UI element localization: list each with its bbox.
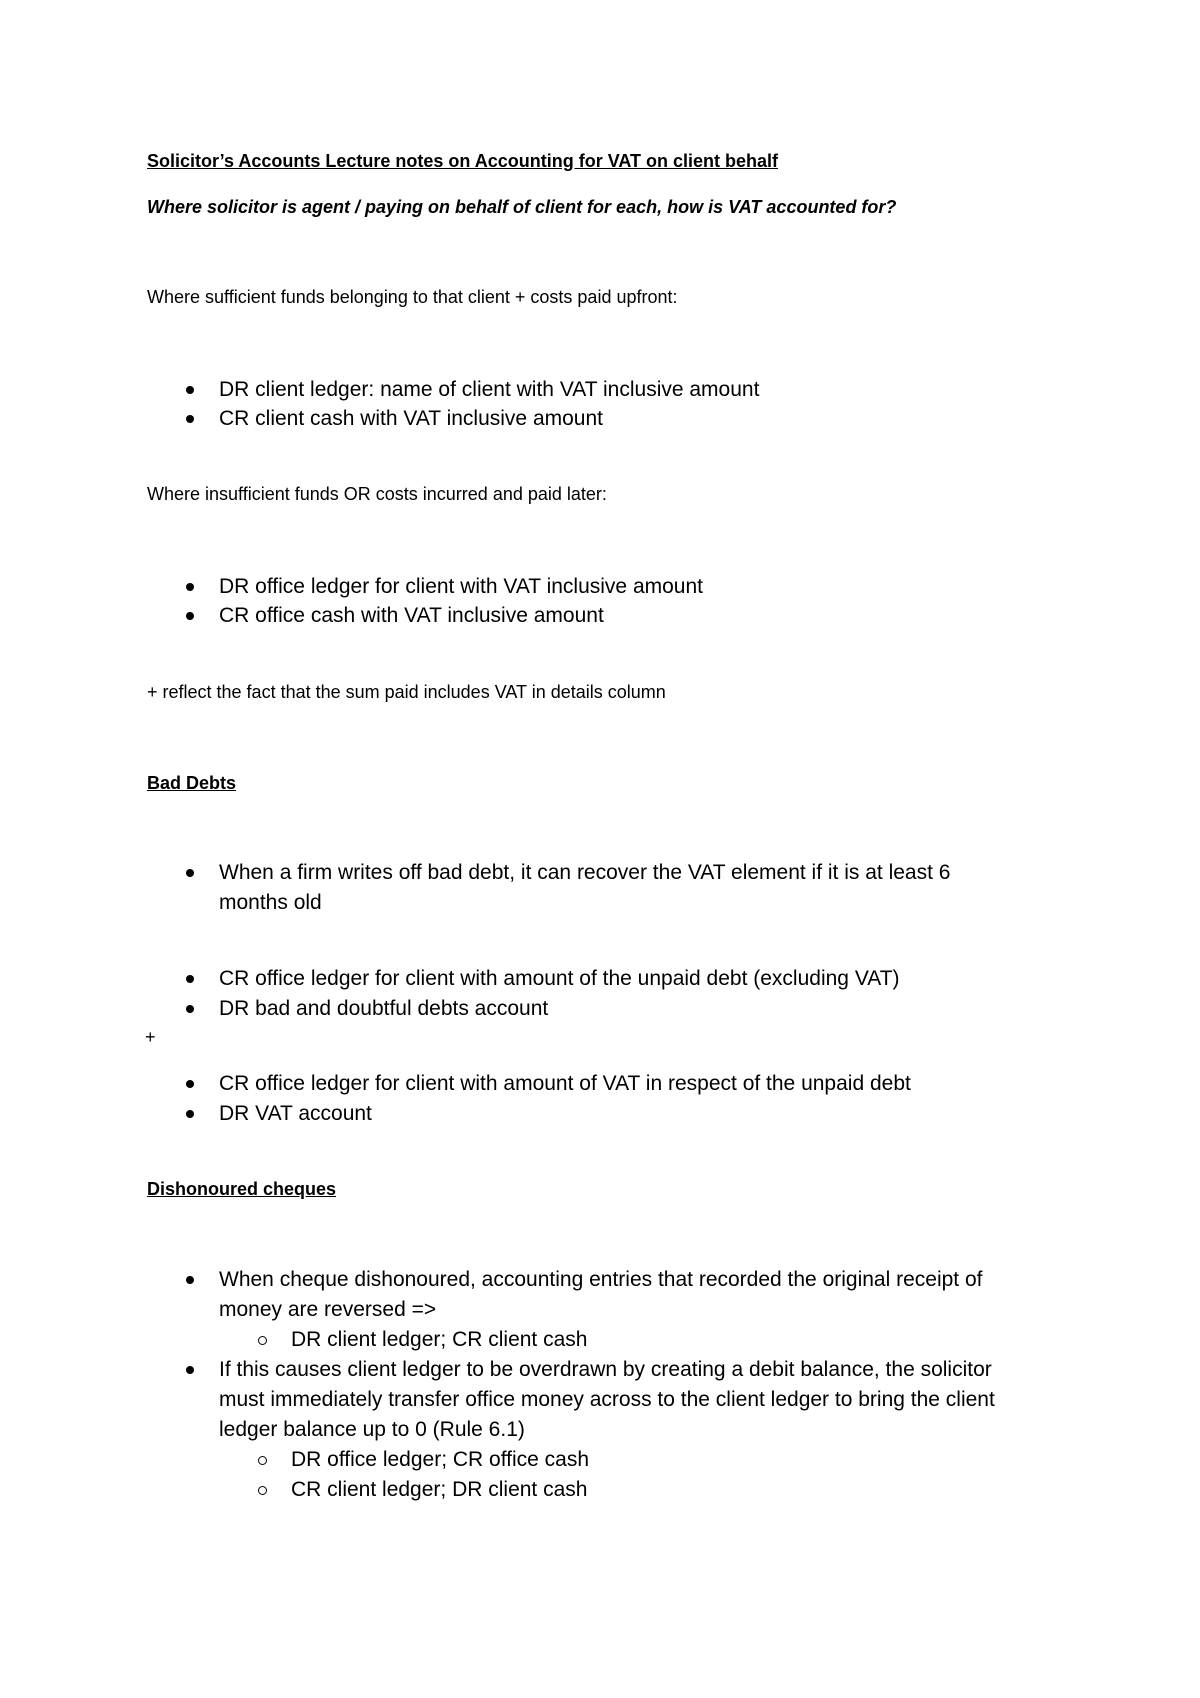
list-item-continuation: ledger balance up to 0 (Rule 6.1) bbox=[219, 1418, 525, 1441]
sub-list-item: CR client ledger; DR client cash bbox=[291, 1478, 588, 1501]
list-item-continuation: money are reversed => bbox=[219, 1298, 437, 1321]
bullet-icon bbox=[186, 975, 194, 983]
list-item: DR VAT account bbox=[219, 1102, 372, 1125]
bullet-icon bbox=[186, 1080, 194, 1088]
sub-list-item: DR client ledger; CR client cash bbox=[291, 1328, 588, 1351]
bullet-icon bbox=[186, 869, 194, 877]
bullet-icon bbox=[186, 583, 194, 591]
sufficient-funds-intro: Where sufficient funds belonging to that client + costs paid upfront: bbox=[147, 287, 678, 307]
list-item: CR client cash with VAT inclusive amount bbox=[219, 407, 603, 430]
circle-bullet-icon bbox=[258, 1336, 267, 1345]
list-item: DR office ledger for client with VAT inclusive amount bbox=[219, 575, 703, 598]
list-item: CR office cash with VAT inclusive amount bbox=[219, 604, 604, 627]
bullet-icon bbox=[186, 1005, 194, 1013]
bullet-icon bbox=[186, 386, 194, 394]
sub-list-item: DR office ledger; CR office cash bbox=[291, 1448, 590, 1471]
dishonoured-cheques-heading: Dishonoured cheques bbox=[147, 1179, 337, 1199]
circle-bullet-icon bbox=[258, 1486, 267, 1495]
bullet-icon bbox=[186, 415, 194, 423]
bullet-icon bbox=[186, 612, 194, 620]
list-item: DR client ledger: name of client with VAT inclusive amount bbox=[219, 378, 760, 401]
circle-bullet-icon bbox=[258, 1456, 267, 1465]
list-item-continuation: months old bbox=[219, 891, 322, 914]
insufficient-funds-intro: Where insufficient funds OR costs incurred and paid later: bbox=[147, 484, 607, 504]
list-item: DR bad and doubtful debts account bbox=[219, 997, 549, 1020]
details-column-note: + reflect the fact that the sum paid includes VAT in details column bbox=[147, 682, 666, 702]
bullet-icon bbox=[186, 1110, 194, 1118]
list-item: CR office ledger for client with amount of VAT in respect of the unpaid debt bbox=[219, 1072, 911, 1095]
plus-sign: + bbox=[145, 1027, 156, 1047]
list-item: If this causes client ledger to be overdrawn by creating a debit balance, the solicitor bbox=[219, 1358, 992, 1381]
document-subtitle: Where solicitor is agent / paying on behalf of client for each, how is VAT accounted for? bbox=[147, 197, 897, 217]
bullet-icon bbox=[186, 1276, 194, 1284]
list-item: When cheque dishonoured, accounting entries that recorded the original receipt of bbox=[219, 1268, 983, 1291]
bullet-icon bbox=[186, 1366, 194, 1374]
bad-debts-heading: Bad Debts bbox=[147, 773, 237, 793]
list-item: CR office ledger for client with amount of the unpaid debt (excluding VAT) bbox=[219, 967, 900, 990]
list-item-continuation: must immediately transfer office money across to the client ledger to bring the client bbox=[219, 1388, 995, 1411]
document-title: Solicitor’s Accounts Lecture notes on Accounting for VAT on client behalf bbox=[147, 151, 779, 171]
list-item: When a firm writes off bad debt, it can recover the VAT element if it is at least 6 bbox=[219, 861, 951, 884]
